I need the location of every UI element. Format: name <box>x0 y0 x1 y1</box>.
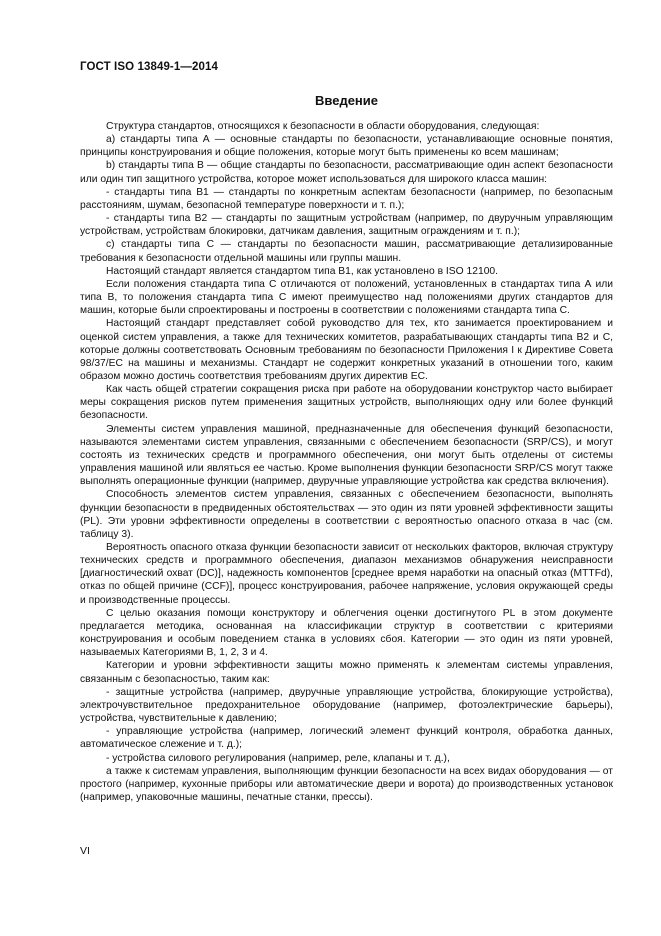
paragraph: Элементы систем управления машиной, предназначенные для обеспечения функций безопасности, называются элементами систем управления, связанными с обеспечением безопасности (SRP/CS), и могут состоять из технических средств и программного обеспечения, они могут быть отделены от системы управления машиной или являться ее частью. Кроме выполнения функции безопасности SRP/CS могут также выполнять операционные функции (например, двуручные управляющие устройства как средства включения). <box>80 423 613 488</box>
document-id: ГОСТ ISO 13849-1—2014 <box>80 61 218 73</box>
paragraph: Настоящий стандарт представляет собой руководство для тех, кто занимается проектированием и оценкой систем управления, а также для технических комитетов, разрабатывающих стандарты типа В2 и С, которые должны соответствовать Основным требованиям по безопасности Приложения I к Директиве Совета 98/37/ЕС на машины и механизмы. Стандарт не содержит конкретных указаний в отношении того, каким образом можно достичь соответствия требованиям других директив ЕС. <box>80 318 613 382</box>
paragraph: Как часть общей стратегии сокращения риска при работе на оборудовании конструктор часто выбирает меры сокращения рисков путем применения защитных устройств, выполняющих одну или более функций безопасности. <box>80 384 613 422</box>
paragraph: Категории и уровни эффективности защиты можно применять к элементам системы управления, связанным с безопасностью, таким как: <box>80 660 613 685</box>
paragraph: а также к системам управления, выполняющим функции безопасности на всех видах оборудования — от простого (например, кухонные приборы или автоматические двери и ворота) до производственных установок (например, упаковочные машины, печатные станки, прессы). <box>80 765 613 803</box>
paragraph: - защитные устройства (например, двуручные управляющие устройства, блокирующие устройства), электрочувствительное предохранительное оборудование (например, фотоэлектрические барьеры), устройства, чувствительные к давлению; <box>80 686 613 725</box>
paragraph: - стандарты типа В2 — стандарты по защитным устройствам (например, по двуручным управляющим устройствам, устройствам блокировки, датчикам давления, защитным ограждениям и т. п.); <box>80 213 613 238</box>
paragraph: с) стандарты типа С — стандарты по безопасности машин, рассматривающие детализированные требования к безопасности отдельной машины или группы машин. <box>80 239 613 264</box>
paragraph: - устройства силового регулирования (например, реле, клапаны и т. д.), <box>106 752 450 764</box>
paragraph: Настоящий стандарт является стандартом типа В1, как установлено в ISO 12100. <box>106 265 499 277</box>
body-text <box>80 120 613 804</box>
paragraph: Способность элементов систем управления, связанных с обеспечением безопасности, выполнять функции безопасности в предвиденных обстоятельствах — это один из пяти уровней эффективности защиты (PL). Эти уровни эффективности определены в соответствии с вероятностью опасного отказа в час (см. таблицу 3). <box>80 489 613 540</box>
paragraph: - стандарты типа В1 — стандарты по конкретным аспектам безопасности (например, по безопасным расстояниям, шумам, безопасной температуре поверхности и т. п.); <box>80 186 613 211</box>
paragraph: а) стандарты типа А — основные стандарты по безопасности, устанавливающие основные понятия, принципы конструирования и общие положения, которые могут быть применены ко всем машинам; <box>80 134 613 159</box>
paragraph: - управляющие устройства (например, логический элемент функций контроля, обработка данных, автоматическое слежение и т. д.); <box>80 726 613 751</box>
paragraph: Если положения стандарта типа С отличаются от положений, установленных в стандартах типа А или типа В, то положения стандарта типа С имеют преимущество над положениями других стандартов для машин, которые были спроектированы и построены в соответствии с положениями стандарта типа С. <box>80 278 613 317</box>
section-title: Введение <box>315 93 378 108</box>
page-number: VI <box>80 845 90 857</box>
paragraph: b) стандарты типа В — общие стандарты по безопасности, рассматривающие один аспект безопасности или один тип защитного устройства, которое может использоваться для широкого класса машин: <box>80 160 613 185</box>
paragraph: С целью оказания помощи конструктору и облегчения оценки достигнутого PL в этом документе предлагается методика, основанная на классификации структур в соответствии с критериями конструирования и особым поведением станка в условиях сбоя. Категории — это один из пяти уровней, называемых Категориями В, 1, 2, 3 и 4. <box>80 607 613 659</box>
paragraph: Структура стандартов, относящихся к безопасности в области оборудования, следующая: <box>106 121 540 132</box>
paragraph: Вероятность опасного отказа функции безопасности зависит от нескольких факторов, включая структуру технических средств и программного обеспечения, диапазон механизмов обнаружения неисправности [диагностический охват (DC)], надежность компонентов [среднее время наработки на опасный отказ (MTTFd), отказ по общей причине (CCF)], процесс конструирования, рабочее напряжение, условия окружающей среды и производственные процессы. <box>80 542 613 606</box>
